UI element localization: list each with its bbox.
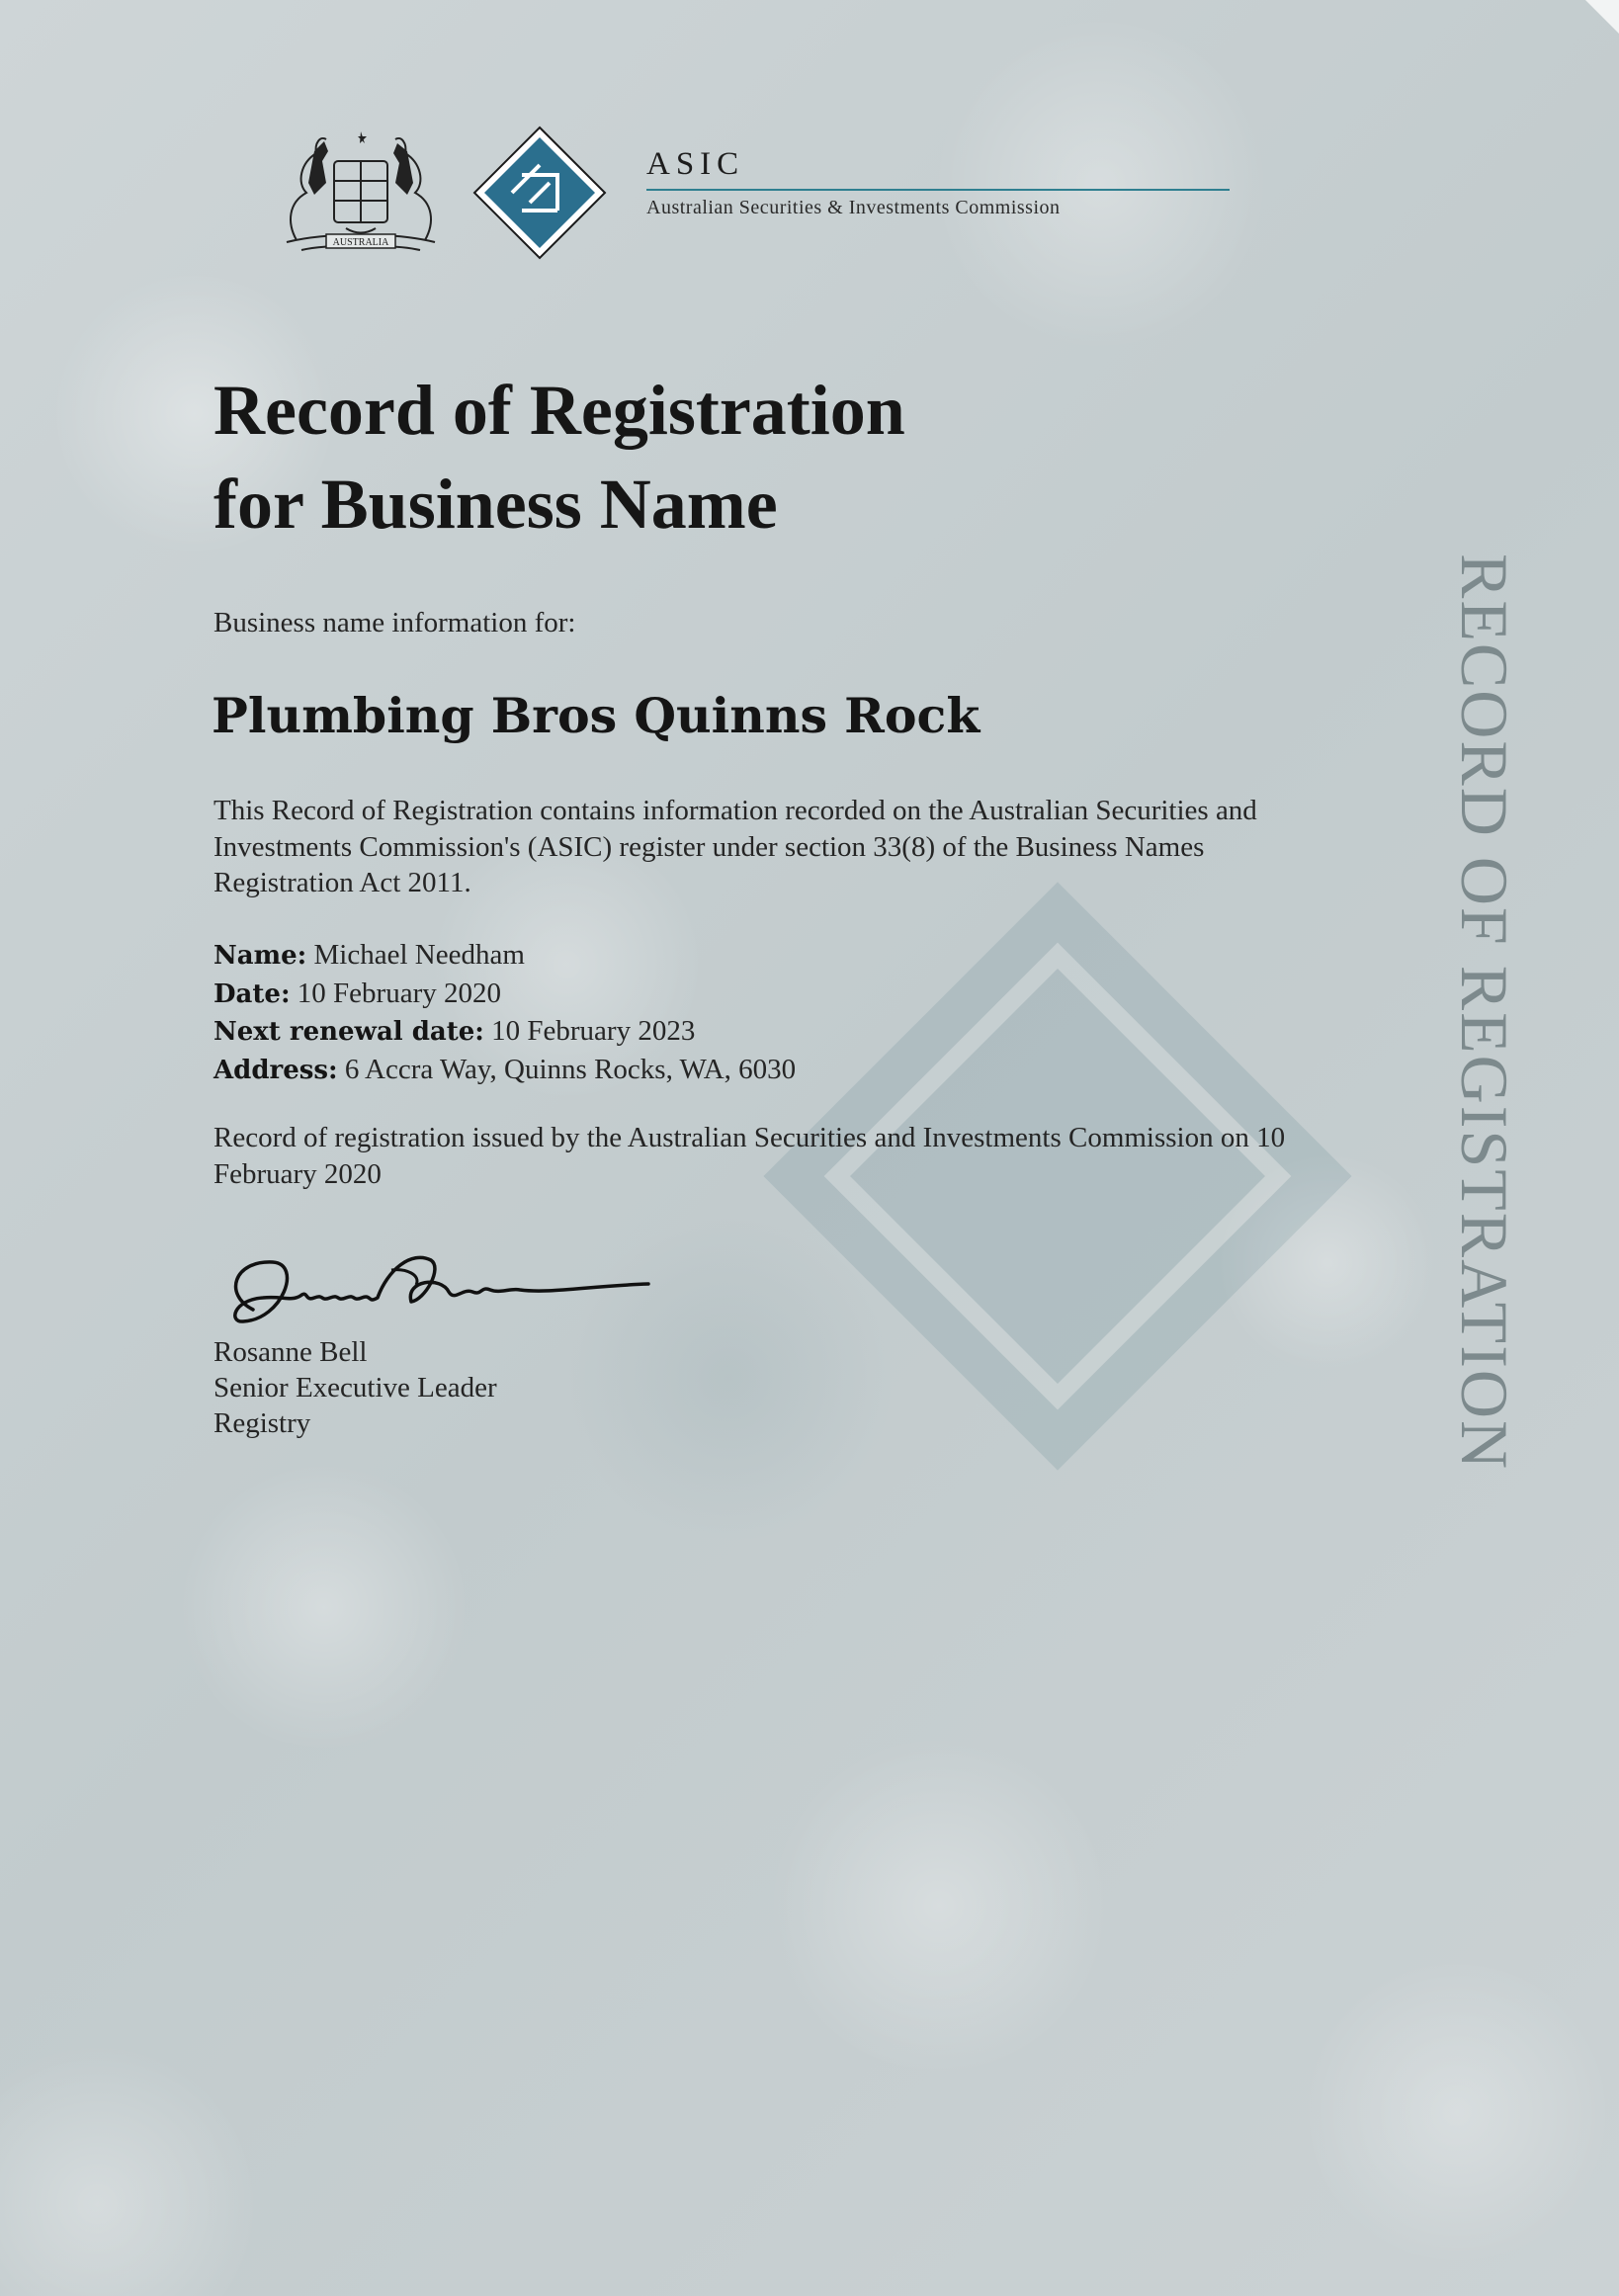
signatory-title: Senior Executive Leader — [213, 1372, 497, 1403]
asic-wordmark — [646, 148, 1230, 219]
renewal-label: Next renewal date: — [213, 1017, 484, 1047]
signature-icon — [213, 1240, 668, 1344]
header-rule — [646, 189, 1230, 191]
side-banner: RECORD OF REGISTRATION — [1447, 553, 1522, 1472]
signatory-name: Rosanne Bell — [213, 1336, 368, 1368]
issue-statement: Record of registration issued by the Australian Securities and Investments Commission on 10 February 2020 — [213, 1122, 1286, 1190]
title-line-1: Record of Registration — [213, 371, 905, 450]
title-line-2: for Business Name — [213, 465, 778, 544]
page-corner-fold — [1585, 0, 1619, 34]
page-title — [213, 364, 905, 552]
detail-address — [213, 1052, 796, 1090]
name-label: Name: — [213, 941, 307, 971]
registration-statement: This Record of Registration contains information recorded on the Australian Securities and Investments Commission's (ASIC) register under section 33(8) of the Business Names Registration Act 2011. — [213, 795, 1257, 898]
registration-details — [213, 937, 796, 1089]
detail-renewal — [213, 1013, 796, 1052]
business-name: Plumbing Bros Quinns Rock — [212, 687, 980, 744]
detail-date — [213, 976, 796, 1014]
asic-full-name: Australian Securities & Investments Commission — [646, 197, 1061, 218]
detail-name — [213, 937, 796, 976]
coat-of-arms-icon — [267, 124, 455, 262]
name-value: Michael Needham — [313, 939, 525, 971]
renewal-value: 10 February 2023 — [491, 1015, 696, 1047]
address-label: Address: — [213, 1055, 338, 1085]
signatory-department: Registry — [213, 1407, 311, 1439]
date-value: 10 February 2020 — [297, 977, 501, 1009]
date-label: Date: — [213, 978, 291, 1009]
address-value: 6 Accra Way, Quinns Rocks, WA, 6030 — [344, 1053, 797, 1085]
asic-logo-icon — [472, 126, 607, 260]
crest-motto: AUSTRALIA — [332, 237, 389, 248]
asic-acronym: ASIC — [646, 146, 745, 182]
signatory-block — [213, 1334, 497, 1441]
intro-text: Business name information for: — [213, 607, 576, 638]
